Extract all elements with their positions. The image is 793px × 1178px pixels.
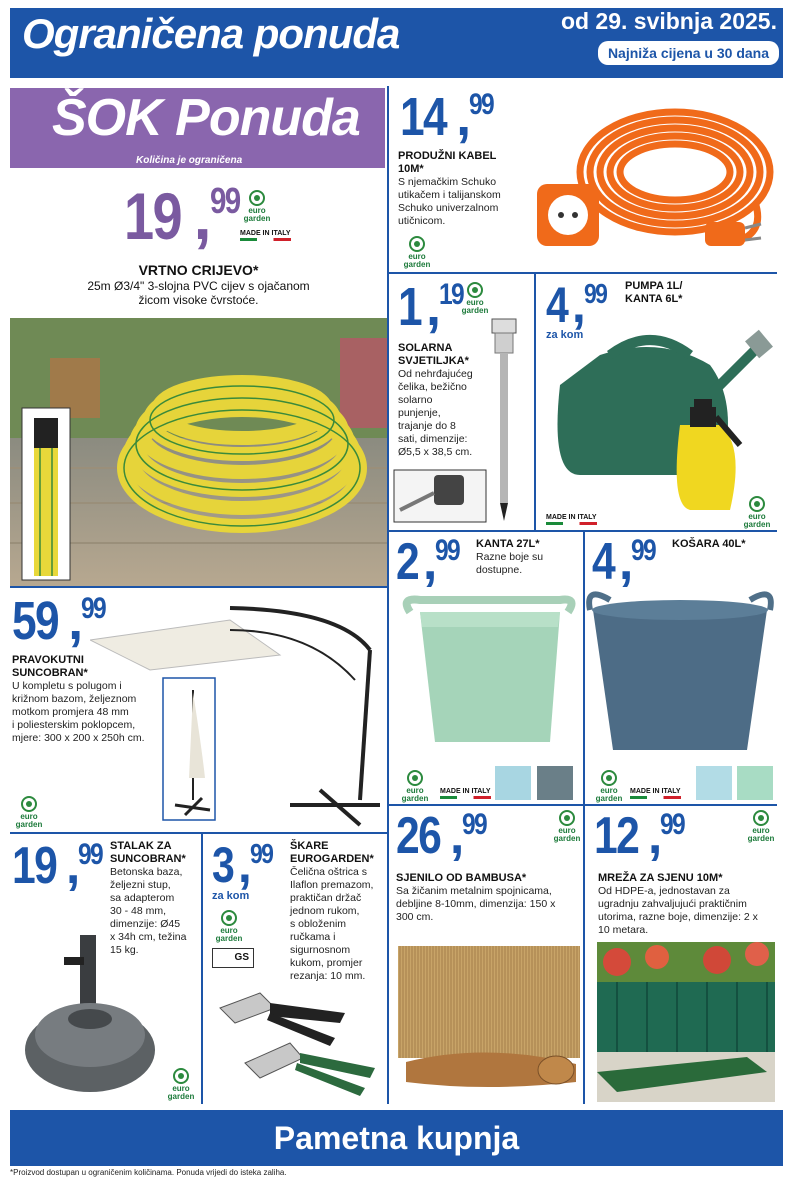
eurogarden-logo: euro garden — [740, 496, 774, 529]
eurogarden-logo: euro garden — [744, 810, 778, 843]
shears-unit: za kom — [212, 890, 250, 902]
shade-net-image — [597, 942, 775, 1102]
cable-title: PRODUŽNI KABEL 10M* — [398, 150, 497, 175]
lowest-price-badge: Najniža cijena u 30 dana — [598, 41, 779, 65]
shears-desc: Čelična oštrica s Ilaflon premazom, praktičan držač jednom rukom, s obloženim ručkama i sigurnosnom kukom, promjer rezanja: 10 mm. — [290, 866, 374, 982]
flexible-basket-image — [585, 585, 775, 760]
cable-desc: S njemačkim Schuko utikačem i talijanskom Schuko univerzalnom utičnicom. — [398, 176, 501, 227]
hose-title: VRTNO CRIJEVO* — [138, 262, 259, 278]
gs-certification-logo: GS — [212, 948, 254, 968]
color-swatch-grey — [537, 766, 573, 800]
flexible-bucket-image — [400, 592, 580, 752]
eurogarden-logo: euro garden — [458, 282, 492, 315]
shock-offer-title: ŠOK Ponuda — [52, 89, 360, 147]
basket-title: KOŠARA 40L* — [672, 538, 746, 550]
umbrella-title: PRAVOKUTNI SUNCOBRAN* — [12, 654, 88, 679]
shears-title: ŠKARE EUROGARDEN* — [290, 840, 374, 865]
eurogarden-logo: euro garden — [240, 190, 274, 223]
stand-desc: Betonska baza, željezni stup, sa adapterom 30 - 48 mm, dimenzije: Ø45 x 34h cm, težina 15 kg. — [110, 866, 187, 956]
made-in-italy-logo: MADE IN ITALY — [630, 788, 681, 799]
stand-title: STALAK ZA SUNCOBRAN* — [110, 840, 186, 865]
shock-offer-subtitle: Količina je ograničena — [136, 155, 243, 166]
umbrella-price: 59 ,99 — [12, 591, 106, 651]
color-swatch-light-blue — [495, 766, 531, 800]
eurogarden-logo: euro garden — [592, 770, 626, 803]
footer-slogan: Pametna kupnja — [273, 1120, 520, 1156]
lamp-price: 1,19 — [398, 277, 464, 337]
shears-price: 3,99 — [212, 837, 272, 893]
eurogarden-logo: euro garden — [398, 770, 432, 803]
divider — [10, 832, 387, 834]
umbrella-stand-image — [20, 935, 185, 1100]
garden-hose-image — [10, 318, 387, 586]
shade-net-title: MREŽA ZA SJENU 10M* — [598, 872, 723, 884]
bamboo-price: 26 ,99 — [396, 807, 487, 865]
pump-title: PUMPA 1L/ KANTA 6L* — [625, 280, 683, 305]
extension-cable-image — [525, 92, 775, 270]
solar-lamp-image — [392, 315, 532, 525]
watering-can-and-sprayer-image — [540, 325, 778, 525]
umbrella-desc: U kompletu s polugom i križnom bazom, željeznom motkom promjera 48 mm i poliesterskim poklopcem, mjere: 300 x 200 x 250h cm. — [12, 680, 145, 744]
divider — [387, 586, 389, 1104]
header-title: Ograničena ponuda — [22, 10, 400, 57]
divider — [201, 832, 203, 1104]
color-swatch-mint — [737, 766, 773, 800]
bamboo-title: SJENILO OD BAMBUSA* — [396, 872, 527, 884]
pump-unit: za kom — [546, 329, 584, 341]
made-in-italy-logo: MADE IN ITALY — [240, 230, 291, 241]
shade-net-price: 12 ,99 — [594, 807, 685, 865]
divider — [387, 530, 777, 532]
divider — [10, 586, 387, 588]
eurogarden-logo: euro garden — [164, 1068, 198, 1101]
eurogarden-logo: euro garden — [550, 810, 584, 843]
cantilever-umbrella-image — [90, 600, 385, 832]
divider — [387, 272, 777, 274]
stand-price: 19 ,99 — [12, 837, 103, 895]
bucket-title: KANTA 27L* — [476, 538, 540, 550]
eurogarden-logo: euro garden — [400, 236, 434, 269]
lamp-desc: Od nehrđajućeg čelika, bežično solarno punjenje, trajanje do 8 sati, dimenzije: Ø5,5 x 38,5 cm. — [398, 368, 473, 458]
bamboo-desc: Sa žičanim metalnim spojnicama, debljine 8-10mm, dimenzija: 150 x 300 cm. — [396, 885, 556, 923]
color-swatch-light-blue — [696, 766, 732, 800]
footer-disclaimer: *Proizvod dostupan u ograničenim količinama. Ponuda vrijedi do isteka zaliha. — [10, 1168, 287, 1177]
cable-price: 14 ,99 — [400, 87, 494, 147]
header-date: od 29. svibnja 2025. — [560, 8, 777, 34]
pruning-shears-image — [215, 988, 385, 1098]
eurogarden-logo: euro garden — [212, 910, 246, 943]
made-in-italy-logo: MADE IN ITALY — [440, 788, 491, 799]
hose-price: 19 ,99 — [124, 179, 240, 253]
lamp-title: SOLARNA SVJETILJKA* — [398, 342, 469, 367]
hose-desc-line-2: žicom visoke čvrstoće. — [138, 293, 259, 307]
made-in-italy-logo: MADE IN ITALY — [546, 514, 597, 525]
basket-price: 4,99 — [592, 533, 656, 591]
bamboo-screen-image — [396, 942, 581, 1102]
hose-desc-line-1: 25m Ø3/4" 3-slojna PVC cijev s ojačanom — [87, 279, 310, 293]
divider — [387, 804, 777, 806]
pump-price: 4,99 — [546, 277, 606, 333]
divider — [387, 86, 389, 586]
bucket-desc: Razne boje su dostupne. — [476, 551, 544, 576]
eurogarden-logo: euro garden — [12, 796, 46, 829]
divider — [534, 272, 536, 530]
shade-net-desc: Od HDPE-a, jednostavan za ugradnju zahvaljujući praktičnim utorima, razne boje, dimenzije: 2 x 10 metara. — [598, 885, 758, 936]
bucket-price: 2,99 — [396, 533, 460, 591]
